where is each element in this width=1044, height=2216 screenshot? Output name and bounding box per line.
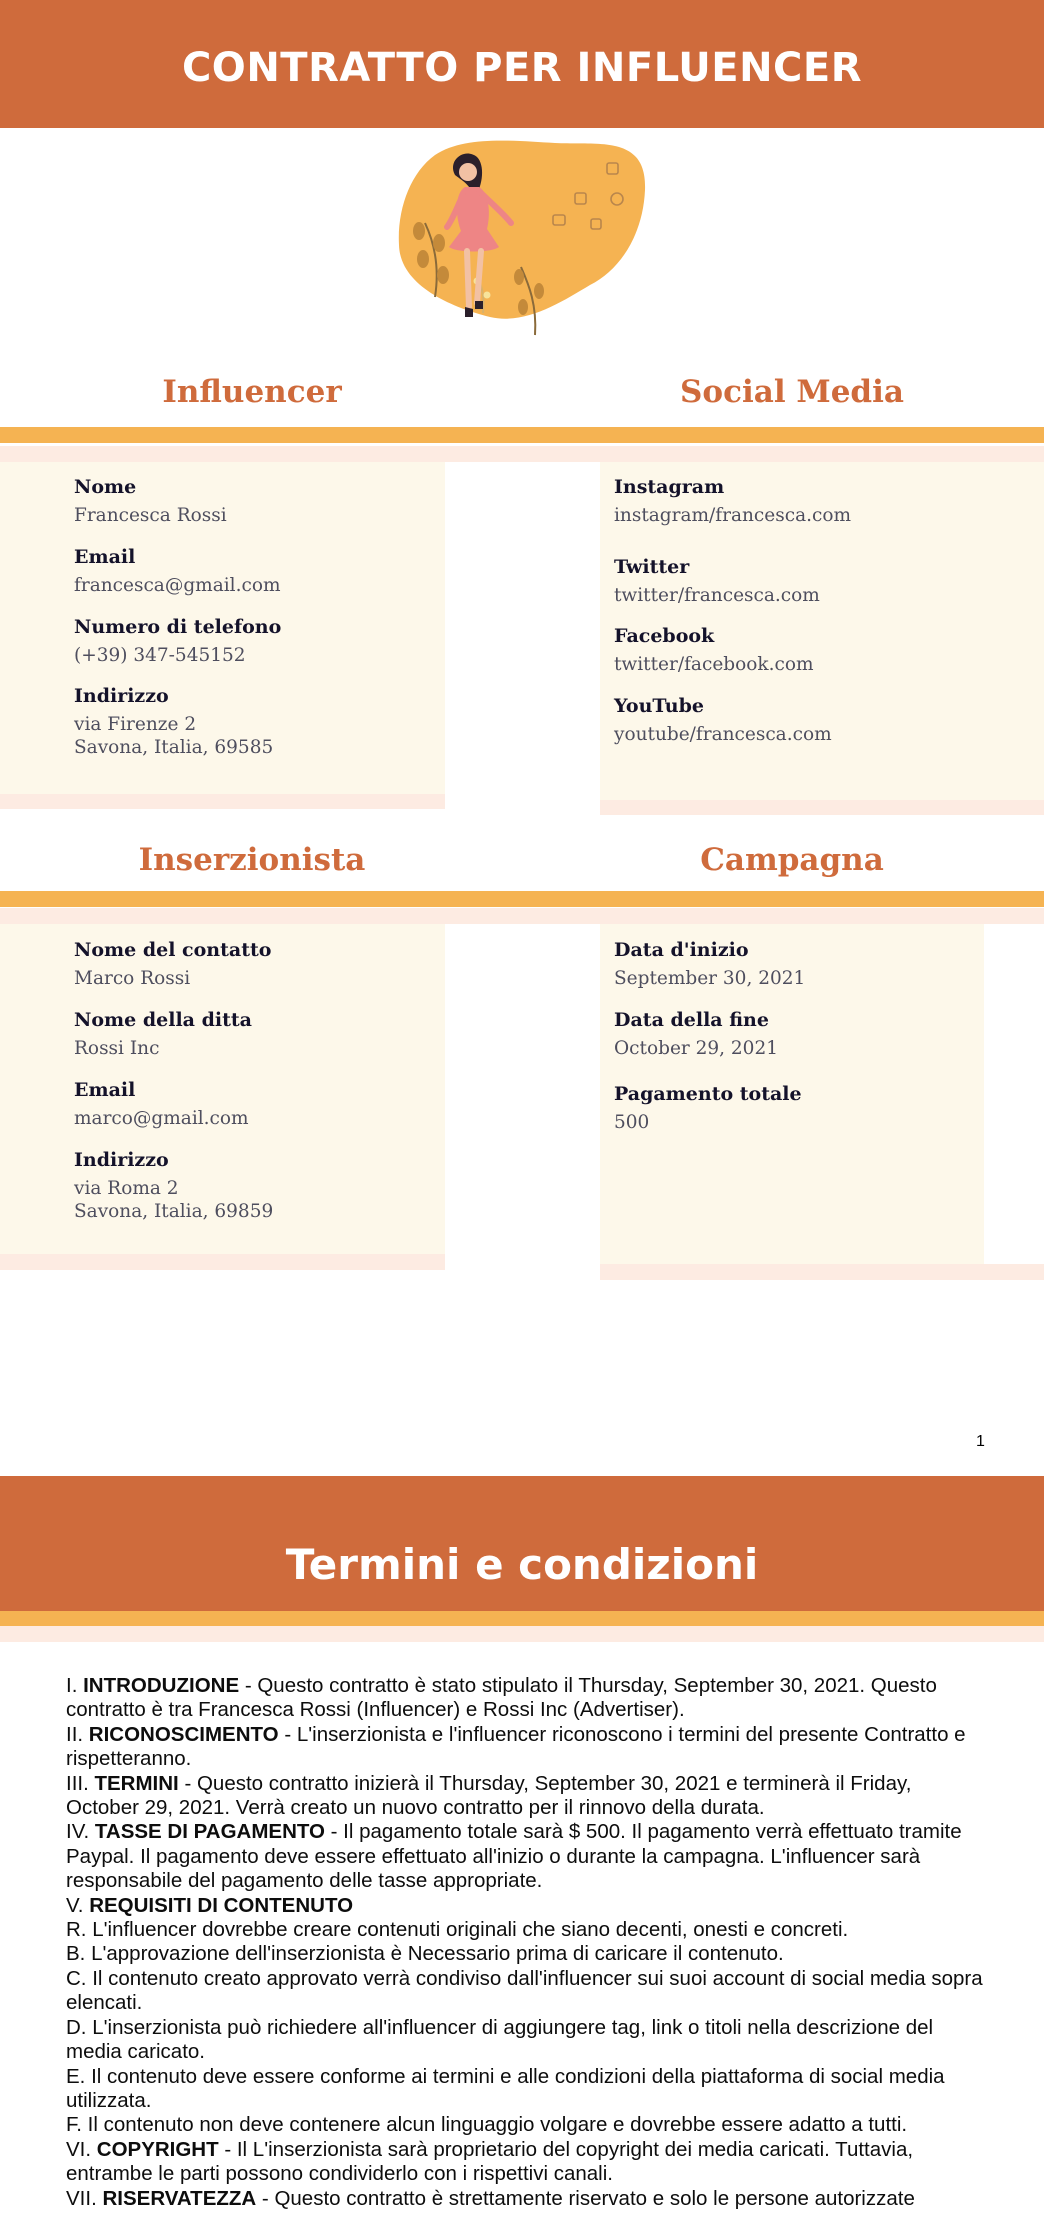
campaign-card-footer <box>600 1264 1044 1280</box>
clause-number: I. <box>66 1674 84 1697</box>
clause-text: D. L'inserzionista può richiedere all'influencer di aggiungere tag, link o titoli nella descrizione del media caricato. <box>66 2015 934 2064</box>
terms-divider <box>0 1611 1044 1626</box>
contact-name-field <box>74 938 271 990</box>
field-value: 500 <box>614 1112 650 1133</box>
field-value: via Firenze 2 <box>74 714 197 735</box>
clause-number: III. <box>66 1771 95 1795</box>
field-label: Nome <box>74 476 137 498</box>
influencer-card-footer <box>0 794 445 809</box>
influencer-phone-field <box>74 615 281 667</box>
terms-clause <box>66 2187 986 2211</box>
start-date-field <box>614 938 805 990</box>
field-value: September 30, 2021 <box>614 968 806 989</box>
field-label: Data della fine <box>614 1009 769 1031</box>
field-value: instagram/francesca.com <box>614 505 852 526</box>
field-value: francesca@gmail.com <box>74 575 281 596</box>
field-value-line2: Savona, Italia, 69585 <box>74 737 274 758</box>
clause-text: - L'inserzionista e l'influencer riconoscono i termini del presente Contratto e rispetteranno. <box>66 1722 966 1771</box>
clause-heading: COPYRIGHT <box>96 2137 219 2161</box>
clause-text: - Questo contratto inizierà il Thursday, September 30, 2021 e terminerà il Friday, October 29, 2021. Verrà creato un nuovo contratto per il rinnovo della durata. <box>66 1771 912 1820</box>
clause-text: - Il pagamento totale sarà $ 500. Il pagamento verrà effettuato tramite Paypal. Il pagamento deve essere effettuato all'inizio o durante la campagna. L'influencer sarà responsabile del pagamento delle tasse appropriate. <box>66 1820 962 1893</box>
field-value: via Roma 2 <box>74 1178 179 1199</box>
advertiser-card-footer <box>0 1254 445 1270</box>
document-title: CONTRATTO PER INFLUENCER <box>181 45 863 91</box>
clause-text: - Il L'inserzionista sarà proprietario del copyright dei media caricati. Tuttavia, entrambe le parti possono condividerlo con i rispettivi canali. <box>66 2137 914 2186</box>
field-value: October 29, 2021 <box>614 1038 778 1059</box>
terms-title: Termini e condizioni <box>285 1540 759 1589</box>
section-divider <box>0 427 1044 443</box>
terms-clause <box>66 1942 986 1966</box>
field-value: youtube/francesca.com <box>614 724 832 745</box>
influencer-address-field <box>74 684 273 759</box>
section-divider <box>0 891 1044 907</box>
field-value: twitter/francesca.com <box>614 585 820 606</box>
field-label: Nome della ditta <box>74 1009 252 1031</box>
section-divider-accent <box>0 908 1044 924</box>
clause-text: B. L'approvazione dell'inserzionista è Necessario prima di caricare il contenuto. <box>66 1942 784 1966</box>
advertiser-email-field <box>74 1078 249 1130</box>
facebook-field <box>614 624 814 676</box>
total-payment-field <box>614 1082 802 1134</box>
clause-text: R. L'influencer dovrebbe creare contenuti originali che siano decenti, onesti e concreti. <box>66 1918 849 1942</box>
clause-number: IV. <box>66 1820 95 1844</box>
influencer-section-title: Influencer <box>162 374 342 410</box>
clause-heading: RISERVATEZZA <box>102 2186 257 2210</box>
twitter-field <box>614 555 820 607</box>
clause-text: - Questo contratto è stato stipulato il Thursday, September 30, 2021. Questo contratto è tra Francesca Rossi (Influencer) e Rossi Inc (Advertiser). <box>66 1674 937 1722</box>
terms-clause <box>66 2065 986 2114</box>
field-label: Facebook <box>614 625 715 647</box>
terms-clause <box>66 2113 986 2137</box>
section-divider-accent <box>0 446 1044 462</box>
social-card-footer <box>600 800 1044 815</box>
terms-clause <box>66 1723 986 1772</box>
document-header <box>0 0 1044 128</box>
influencer-illustration <box>395 135 655 350</box>
field-label: YouTube <box>614 695 704 717</box>
clause-text: C. Il contenuto creato approvato verrà condiviso dall'influencer sui suoi account di social media sopra elencati. <box>66 1966 983 2015</box>
field-value: marco@gmail.com <box>74 1108 249 1129</box>
clause-heading: REQUISITI DI CONTENUTO <box>89 1893 354 1917</box>
advertiser-address-field <box>74 1148 273 1223</box>
instagram-field <box>614 475 851 527</box>
terms-header <box>0 1476 1044 1611</box>
terms-clause <box>66 1894 986 1918</box>
clause-number: V. <box>66 1893 90 1917</box>
advertiser-section-title: Inserzionista <box>138 842 366 878</box>
youtube-field <box>614 694 832 746</box>
field-label: Numero di telefono <box>74 616 282 638</box>
field-label: Pagamento totale <box>614 1083 802 1105</box>
terms-clause <box>66 1820 986 1893</box>
field-label: Indirizzo <box>74 1149 169 1171</box>
influencer-name-field <box>74 475 227 527</box>
clause-heading: TASSE DI PAGAMENTO <box>94 1820 325 1844</box>
terms-clause <box>66 1674 986 1723</box>
clause-heading: INTRODUZIONE <box>83 1674 240 1697</box>
field-value: (+39) 347-545152 <box>74 645 246 666</box>
terms-clause <box>66 1772 986 1821</box>
field-label: Indirizzo <box>74 685 169 707</box>
terms-clause <box>66 1967 986 2016</box>
company-name-field <box>74 1008 252 1060</box>
field-value: Marco Rossi <box>74 968 191 989</box>
field-value: Francesca Rossi <box>74 505 227 526</box>
clause-text: E. Il contenuto deve essere conforme ai termini e alle condizioni della piattaforma di social media utilizzata. <box>66 2064 945 2112</box>
field-label: Instagram <box>614 476 725 498</box>
page-number: 1 <box>976 1433 985 1450</box>
clause-number: VI. <box>66 2137 97 2161</box>
clause-heading: TERMINI <box>94 1771 179 1795</box>
field-label: Email <box>74 1079 136 1101</box>
terms-clause <box>66 1918 986 1942</box>
terms-body <box>66 1674 986 2211</box>
field-value: Rossi Inc <box>74 1038 160 1059</box>
clause-number: VII. <box>66 2186 103 2210</box>
end-date-field <box>614 1008 778 1060</box>
field-value-line2: Savona, Italia, 69859 <box>74 1201 274 1222</box>
field-label: Email <box>74 546 136 568</box>
clause-number: II. <box>66 1722 89 1746</box>
terms-clause <box>66 2138 986 2187</box>
terms-divider-accent <box>0 1626 1044 1642</box>
field-label: Twitter <box>614 556 690 578</box>
social-section-title: Social Media <box>680 374 904 410</box>
clause-text: - Questo contratto è strettamente riservato e solo le persone autorizzate <box>256 2186 915 2210</box>
influencer-email-field <box>74 545 281 597</box>
terms-clause <box>66 2016 986 2065</box>
clause-text: F. Il contenuto non deve contenere alcun linguaggio volgare e dovrebbe essere adatto a tutti. <box>66 2113 908 2137</box>
field-value: twitter/facebook.com <box>614 654 814 675</box>
clause-heading: RICONOSCIMENTO <box>88 1722 279 1746</box>
field-label: Nome del contatto <box>74 939 272 961</box>
campaign-section-title: Campagna <box>700 842 884 878</box>
field-label: Data d'inizio <box>614 939 749 961</box>
